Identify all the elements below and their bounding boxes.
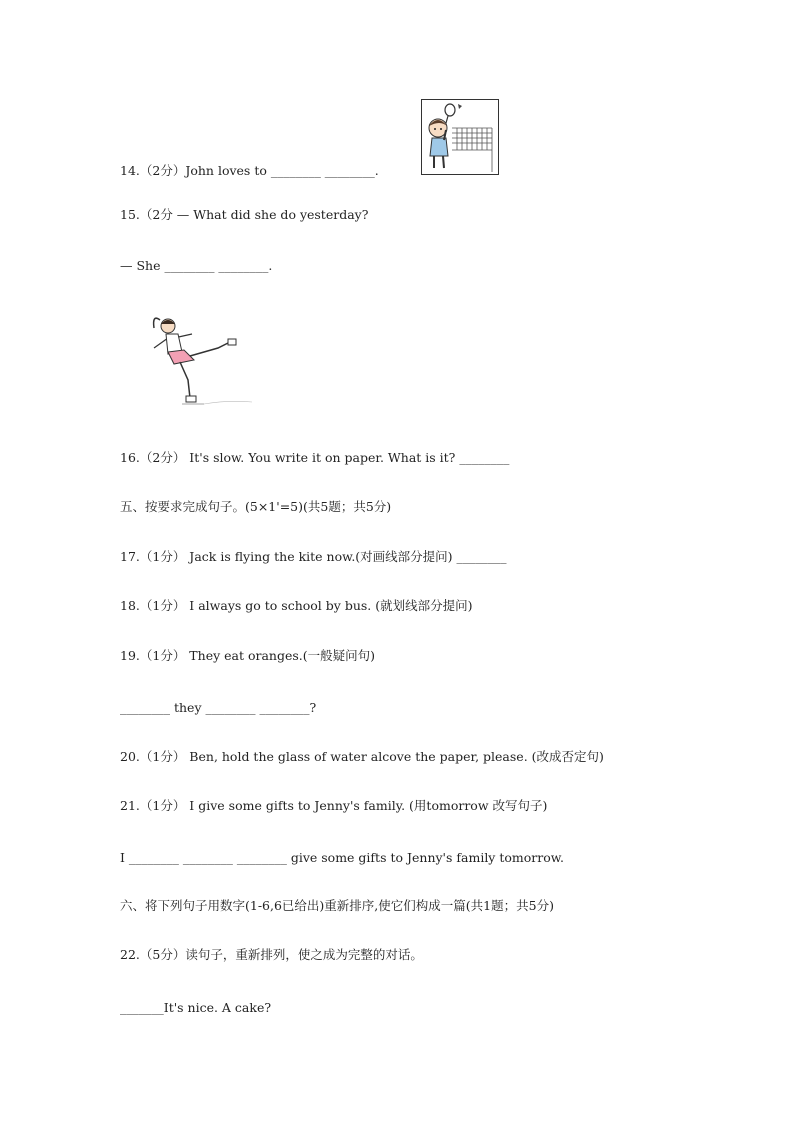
question-15: 15.（2分 — What did she do yesterday? <box>120 207 369 222</box>
question-15-answer: — She ________ ________. <box>120 258 273 273</box>
question-22: 22.（5分）读句子，重新排列，使之成为完整的对话。 <box>120 947 423 962</box>
section-6-heading: 六、将下列句子用数字(1-6,6已给出)重新排序,使它们构成一篇(共1题；共5分) <box>120 898 554 913</box>
question-21-answer: I ________ ________ ________ give some gifts to Jenny's family tomorrow. <box>120 850 564 865</box>
section-5-heading: 五、按要求完成句子。(5×1'=5)(共5题；共5分) <box>120 499 392 514</box>
question-22-line-1: _______It's nice. A cake? <box>120 1000 272 1015</box>
question-14: 14.（2分）John loves to ________ ________. <box>120 163 379 178</box>
question-19: 19.（1分） They eat oranges.(一般疑问句) <box>120 648 376 663</box>
question-16: 16.（2分） It's slow. You write it on paper. What is it? ________ <box>120 450 510 465</box>
badminton-player-image <box>421 99 499 175</box>
question-19-answer: ________ they ________ ________? <box>120 700 317 715</box>
question-18: 18.（1分） I always go to school by bus. (就划线部分提问) <box>120 598 473 613</box>
question-20: 20.（1分） Ben, hold the glass of water alcove the paper, please. (改成否定句) <box>120 749 604 764</box>
question-21: 21.（1分） I give some gifts to Jenny's family. (用tomorrow 改写句子) <box>120 798 548 813</box>
skating-girl-image <box>148 312 256 408</box>
question-17: 17.（1分） Jack is flying the kite now.(对画线部分提问) ________ <box>120 549 507 564</box>
